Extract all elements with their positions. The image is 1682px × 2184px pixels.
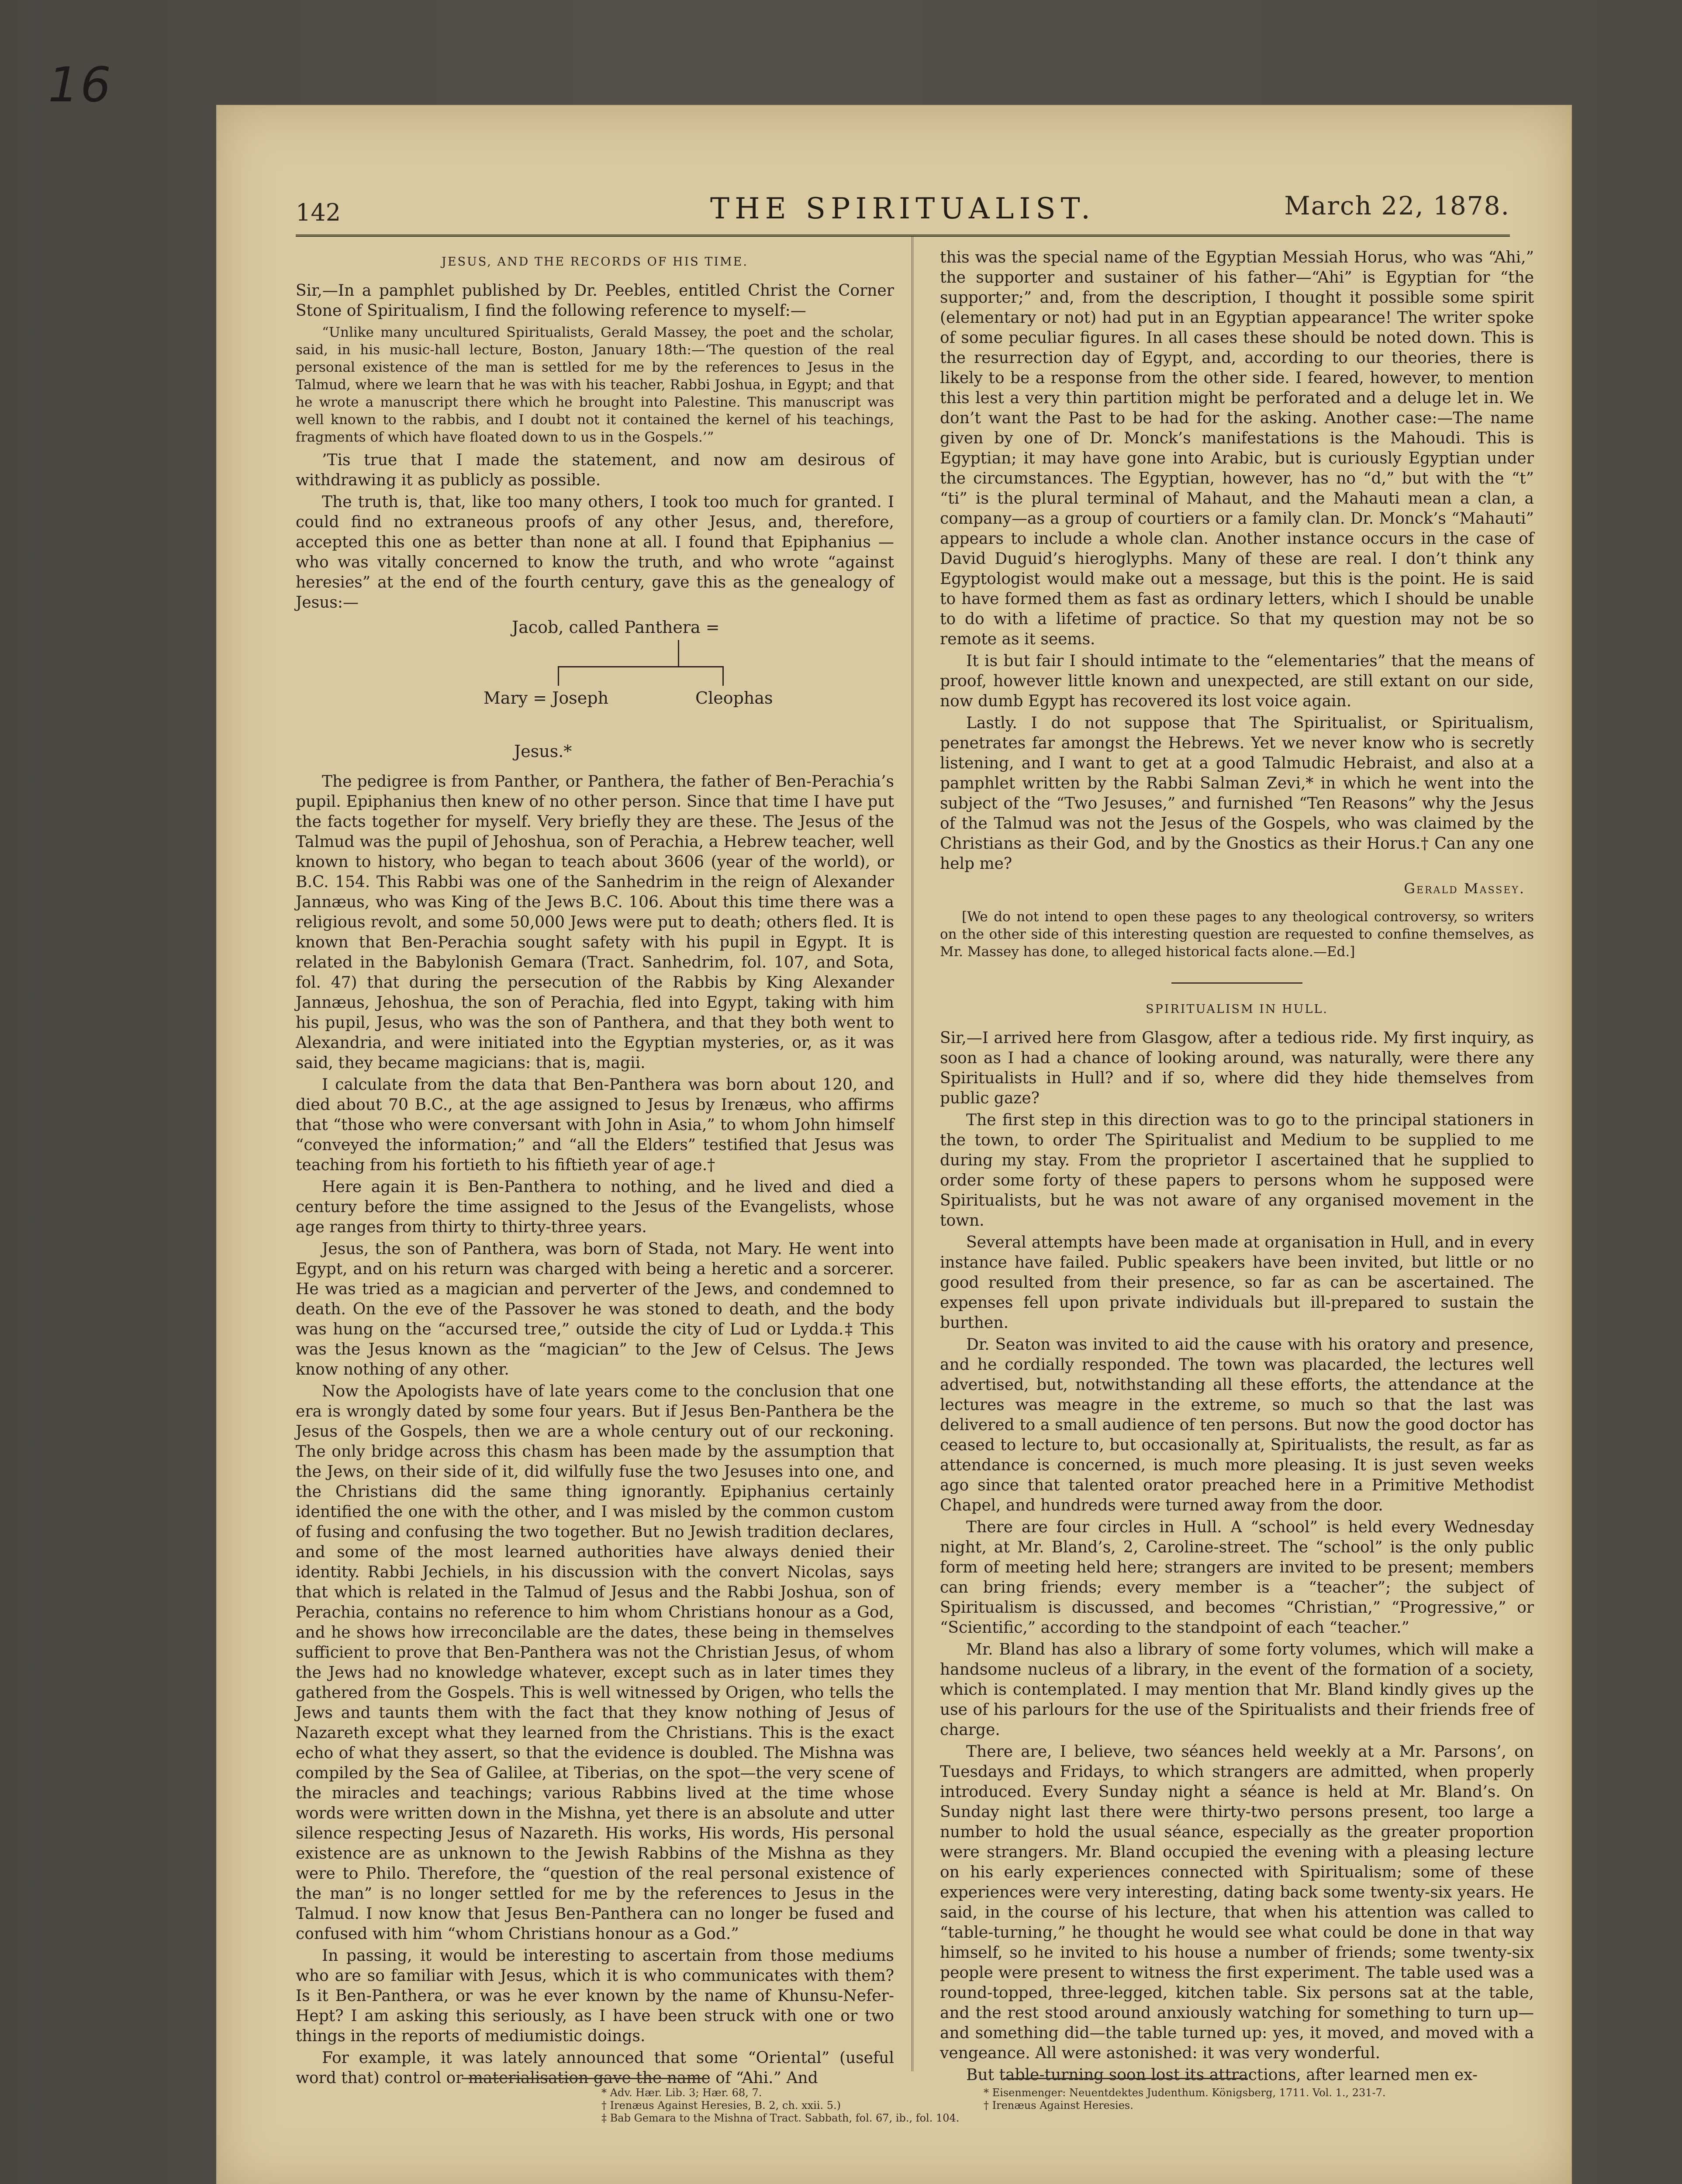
article-paragraph: The pedigree is from Panther, or Panthera, the father of Ben-Perachia’s pupil. Epiphanius then knew of no other person. Since that time I have put the facts together for myself. Very briefly they are these. The Jesus of the Talmud was the pupil of Jehoshua, son of Perachia, a Hebrew teacher, well known to history, who began to teach about 3606 (year of the world), or B.C. 154. This Rabbi was one of the Sanhedrim in the reign of Alexander Jannæus, who was King of the Jews B.C. 106. About this time there was a religious revolt, and some 50,000 Jews were put to death; others fled. It is known that Ben-Perachia sought safety with his pupil in Egypt. It is related in the Babylonish Gemara (Tract. Sanhedrim, fol. 107, and Sota, fol. 47) that during the persecution of the Rabbis by King Alexander Jannæus, Jehoshua, the son of Perachia, fled into Egypt, taking with him his pupil, Jesus, who was the son of Panthera, and that they both went to Alexandria, and were initiated into the Egyptian mysteries, or, as it was said, they became magicians: that is, magii. bbox=[296, 773, 894, 1072]
article-paragraph: Here again it is Ben-Panthera to nothing, and he lived and died a century before the time assigned to the Jesus of the Evangelists, whose age ranges from thirty to thirty-three years. bbox=[296, 1178, 894, 1236]
folio-number: 142 bbox=[296, 199, 341, 226]
footnote-rule bbox=[462, 2078, 706, 2079]
article-heading-jesus: JESUS, AND THE RECORDS OF HIS TIME. bbox=[442, 255, 748, 269]
footnote-rule bbox=[1003, 2078, 1248, 2079]
journal-title: THE SPIRITUALIST. bbox=[710, 192, 1095, 225]
article-paragraph: ’Tis true that I made the statement, and now am desirous of withdrawing it as publicly as possible. bbox=[296, 451, 894, 489]
article-paragraph: The truth is, that, like too many others, I took too much for granted. I could find no extraneous proofs of any other Jesus, and, therefore, accepted this one as better than none at all. I found that Epiphanius —who was vitally concerned to know the truth, and who wrote “against heresies” at the end of the fourth century, gave this as the genealogy of Jesus:— bbox=[296, 493, 894, 612]
article-paragraph: For example, it was lately announced that some “Oriental” (useful word that) control or materialisation gave the name of “Ahi.” And bbox=[296, 2049, 894, 2087]
genealogy-right: Cleophas bbox=[695, 688, 773, 708]
block-quote: “Unlike many uncultured Spiritualists, Gerald Massey, the poet and the scholar, said, in his music-hall lecture, Boston, January 18th:—‘The question of the real personal existence of the man is settled for me by the references to Jesus in the Talmud, where we learn that he was with his teacher, Rabbi Joshua, in Egypt; and that he wrote a manuscript there which he brought into Palestine. This manuscript was well known to the rabbis, and I doubt not it contained the kernel of his teachings, fragments of which have floated down to us in the Gospels.’” bbox=[296, 325, 894, 445]
article-paragraph: Lastly. I do not suppose that The Spiritualist, or Spiritualism, penetrates far amongst the Hebrews. Yet we never know who is secretly listening, and I want to get at a good Talmudic Hebraist, and also at a pamphlet written by the Rabbi Salman Zevi,* in which he went into the subject of the “Two Jesuses,” and furnished “Ten Reasons” why the Jesus of the Talmud was not the Jesus of the Gospels, who was claimed by the Christians as their God, and by the Gnostics as their Horus.† Can any one help me? bbox=[940, 714, 1534, 873]
article-paragraph: this was the special name of the Egyptian Messiah Horus, who was “Ahi,” the supporter and sustainer of his father—“Ahi” is Egyptian for “the supporter;” and, from the description, I thought it possible some spirit (elementary or not) had put in an Egyptian appearance! The writer spoke of some peculiar figures. In all cases these should be noted down. This is the resurrection day of Egypt, and, according to our theories, there is likely to be a response from the other side. I feared, however, to mention this lest a very thin partition might be perforated and a deluge let in. We don’t want the Past to be had for the asking. Another case:—The name given by one of Dr. Monck’s manifestations is the Mahoudi. This is Egyptian; it may have gone into Arabic, but is curiously Egyptian under the circumstances. The Egyptian, however, has no “d,” but with the “t” “ti” is the plural terminal of Mahaut, and the Mahauti mean a clan, a company—as a group of courtiers or a family clan. Dr. Monck’s “Mahauti” appears to include a whole clan. Another instance occurs in the case of David Duguid’s hieroglyphs. Many of these are real. I don’t think any Egyptologist would make out a message, but this is the point. He is said to have formed them as fast as ordinary letters, which I should be unable to do with a lifetime of practice. So that my question may not be so remote as it seems. bbox=[940, 249, 1534, 648]
left-column bbox=[296, 248, 894, 2090]
footnote: ‡ Bab Gemara to the Mishna of Tract. Sabbath, fol. 67, ib., fol. 104. bbox=[601, 2112, 960, 2124]
footnotes-right bbox=[984, 2087, 1386, 2112]
newspaper-sheet bbox=[216, 105, 1572, 2184]
author-signature: Gerald Massey. bbox=[1404, 880, 1525, 897]
footnote: † Irenæus Against Heresies, B. 2, ch. xxii. 5.) bbox=[601, 2099, 841, 2111]
editor-note: [We do not intend to open these pages to any theological controversy, so writers on the other side of this interesting question are requested to confine themselves, as Mr. Massey has done, to alleged historical facts alone.—Ed.] bbox=[940, 909, 1534, 960]
issue-date: March 22, 1878. bbox=[1284, 191, 1510, 221]
article-paragraph: I calculate from the data that Ben-Panthera was born about 120, and died about 70 B.C., at the age assigned to Jesus by Irenæus, who affirms that “those who were conversant with John in Asia,” to whom John himself “conveyed the information;” and “all the Elders” testified that Jesus was teaching from his fortieth to his fiftieth year of age.† bbox=[296, 1076, 894, 1174]
genealogy-bottom: Jesus.* bbox=[514, 742, 572, 761]
footnotes-left bbox=[601, 2087, 959, 2125]
genealogy-line bbox=[558, 666, 559, 686]
genealogy-line bbox=[722, 666, 724, 686]
footnote: * Adv. Hær. Lib. 3; Hær. 68, 7. bbox=[601, 2087, 762, 2099]
article-paragraph: Sir,—In a pamphlet published by Dr. Peebles, entitled Christ the Corner Stone of Spiritualism, I find the following reference to myself:— bbox=[296, 282, 894, 320]
genealogy-line bbox=[678, 640, 679, 666]
article-paragraph: Sir,—I arrived here from Glasgow, after a tedious ride. My first inquiry, as soon as I had a chance of looking around, was naturally, were there any Spiritualists in Hull? and if so, where did they hide themselves from public gaze? bbox=[940, 1029, 1534, 1107]
article-paragraph: There are four circles in Hull. A “school” is held every Wednesday night, at Mr. Bland’s, 2, Caroline-street. The “school” is the only public form of meeting held here; strangers are invited to be present; members can bring friends; every member is a “teacher”; the subject of Spiritualism is discussed, and becomes “Christian,” “Progressive,” or “Scientific,” according to the standpoint of each “teacher.” bbox=[940, 1518, 1534, 1637]
article-paragraph: Dr. Seaton was invited to aid the cause with his oratory and presence, and he cordially responded. The town was placarded, the lectures well advertised, but, notwithstanding all these efforts, the attendance at the lectures was meagre in the extreme, so much so that the last was delivered to a small audience of ten persons. But now the good doctor has ceased to lecture to, but occasionally at, Spiritualists, the result, as far as attendance is concerned, is much more pleasing. It is just seven weeks ago since that talented orator preached here in a Primitive Methodist Chapel, and hundreds were turned away from the door. bbox=[940, 1336, 1534, 1514]
article-heading-hull: SPIRITUALISM IN HULL. bbox=[1146, 1002, 1328, 1016]
article-paragraph: Several attempts have been made at organisation in Hull, and in every instance have failed. Public speakers have been invited, but little or no good resulted from their presence, so far as can be ascertained. The expenses fell upon private individuals but ill-prepared to sustain the burthen. bbox=[940, 1234, 1534, 1332]
article-paragraph: But table-turning soon lost its attractions, after learned men ex- bbox=[966, 2066, 1478, 2084]
masthead bbox=[296, 182, 1510, 230]
article-paragraph: In passing, it would be interesting to ascertain from those mediums who are so familiar with Jesus, which it is who communicates with them? Is it Ben-Panthera, or was he ever known by the name of Khunsu-Nefer-Hept? I am asking this seriously, as I have been struck with one or two things in the reports of mediumistic doings. bbox=[296, 1947, 894, 2045]
article-paragraph: Now the Apologists have of late years come to the conclusion that one era is wrongly dated by some four years. But if Jesus Ben-Panthera be the Jesus of the Gospels, then we are a whole century out of our reckoning. The only bridge across this chasm has been made by the assumption that the Jews, on their side of it, did wilfully fuse the two Jesuses into one, and the Christians did the same thing ignorantly. Epiphanius certainly identified the one with the other, and I was misled by the common custom of fusing and confusing the two together. But no Jewish tradition declares, and some of the most learned authorities have always denied their identity. Rabbi Jechiels, in his discussion with the convert Nicolas, says that which is related in the Talmud of Jesus and the Rabbi Joshua, son of Perachia, contains no reference to him whom Christians honour as a God, and he shows how irreconcilable are the dates, these being in themselves sufficient to prove that Ben-Panthera was not the Christian Jesus, of whom the Jews had no knowledge whatever, except such as in later times they gathered from the Gospels. This is well witnessed by Origen, who tells the Jews and taunts them with the fact that they know nothing of Jesus of Nazareth except what they learned from the Christians. This is the exact echo of what they assert, so that the evidence is doubled. The Mishna was compiled by the Sea of Galilee, at Tiberias, on the spot—the very scene of the miracles and teachings; various Rabbins lived at the time whose words were written down in the Mishna, yet there is an absolute and utter silence respecting Jesus of Nazareth. His works, His words, His personal existence are as unknown to the Jewish Rabbins of the Mishna as they were to Philo. Therefore, the “question of the real personal existence of the man” is no longer settled for me by the references to Jesus in the Talmud. I now know that Jesus Ben-Panthera can no longer be fused and confused with him “whom Christians honour as a God.” bbox=[296, 1382, 894, 1943]
article-paragraph: It is but fair I should intimate to the “elementaries” that the means of proof, however little known and unexpected, are still extant on our side, now dumb Egypt has recovered its lost voice again. bbox=[940, 652, 1534, 710]
genealogy-top: Jacob, called Panthera = bbox=[512, 618, 720, 637]
genealogy-left: Mary = Joseph bbox=[484, 688, 609, 708]
article-paragraph: The first step in this direction was to go to the principal stationers in the town, to order The Spiritualist and Medium to be supplied to me during my stay. From the proprietor I ascertained that he supplied to order some forty of these papers to persons whom he supposed were Spiritualists, but he was not aware of any organised movement in the town. bbox=[940, 1111, 1534, 1230]
genealogy-line bbox=[558, 666, 724, 667]
right-column bbox=[940, 248, 1534, 2087]
genealogy-diagram bbox=[296, 615, 894, 772]
column-divider bbox=[912, 237, 913, 2071]
masthead-rule bbox=[296, 235, 1510, 237]
footnote: * Eisenmenger: Neuentdektes Judenthum. Königsberg, 1711. Vol. 1., 231-7. bbox=[984, 2087, 1386, 2099]
footnote: † Irenæus Against Heresies. bbox=[984, 2099, 1133, 2111]
album-page-number: 16 bbox=[48, 57, 113, 113]
article-paragraph: Mr. Bland has also a library of some forty volumes, which will make a handsome nucleus of a library, in the event of the formation of a society, which is contemplated. I may mention that Mr. Bland kindly gives up the use of his parlours for the use of the Spiritualists and their friends free of charge. bbox=[940, 1641, 1534, 1739]
article-paragraph: There are, I believe, two séances held weekly at a Mr. Parsons’, on Tuesdays and Fridays, to which strangers are admitted, when properly introduced. Every Sunday night a séance is held at Mr. Bland’s. On Sunday night last there were thirty-two persons present, too large a number to hold the usual séance, especially as the greater proportion were strangers. Mr. Bland occupied the evening with a pleasing lecture on his early experiences connected with Spiritualism; some of these experiences were very interesting, dating back some twenty-six years. He said, in the course of his lecture, that when his attention was called to “table-turning,” he thought he would see what could be done in that way himself, so he invited to his house a number of friends; some twenty-six people were present to witness the first experiment. The table used was a round-topped, three-legged, kitchen table. Six persons sat at the table, and the rest stood around anxiously watching for something to turn up—and something did—the table turned up: yes, it moved, and moved with a vengeance. All were astonished: it was very wonderful. bbox=[940, 1743, 1534, 2062]
section-rule bbox=[1171, 982, 1302, 984]
article-paragraph: Jesus, the son of Panthera, was born of Stada, not Mary. He went into Egypt, and on his return was charged with being a heretic and a sorcerer. He was tried as a magician and perverter of the Jews, and condemned to death. On the eve of the Passover he was stoned to death, and the body was hung on the “accursed tree,” outside the city of Lud or Lydda.‡ This was the Jesus known as the “magician” to the Jew of Celsus. The Jews know nothing of any other. bbox=[296, 1240, 894, 1379]
